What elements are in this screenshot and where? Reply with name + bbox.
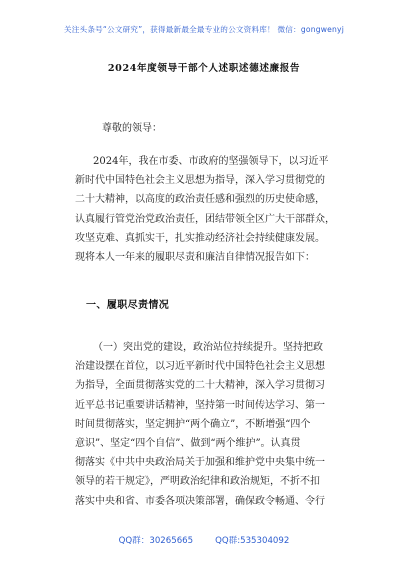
section1-line: 领导的若干规定》，严明政治纪律和政治规矩，不折不扣	[75, 476, 320, 488]
header-promo-banner: 关注头条号“公文研究”，获得最新最全最专业的公文资料库！ 微信：gongwenyj	[63, 25, 345, 34]
section1-line: 落实中央和省、市委各项决策部署，确保政令畅通、令行	[75, 495, 325, 507]
section1-line: 为指导，全面贯彻落实党的二十大精神，深入学习贯彻习	[75, 380, 325, 392]
intro-line: 2024年，我在市委、市政府的坚强领导下，以习近平	[93, 156, 329, 167]
section1-line: 彻落实《中共中央政治局关于加强和维护党中央集中统一	[75, 457, 325, 469]
section1-line: 治建设摆在首位，以习近平新时代中国特色社会主义思想	[75, 361, 325, 373]
intro-paragraph	[75, 152, 343, 267]
section1-line: 意识”、坚定“四个自信”、做到“两个维护”。认真贯	[75, 437, 301, 449]
section1-line: （一）突出党的建设，政治站位持续提升。坚持把政	[93, 342, 323, 353]
section1-line: 时间贯彻落实，坚定拥护“两个确立”，不断增强“四个	[75, 418, 311, 430]
intro-line: 现将本人一年来的履职尽责和廉洁自律情况报告如下：	[75, 251, 315, 263]
salutation: 尊敬的领导：	[102, 123, 162, 134]
intro-line: 新时代中国特色社会主义思想为指导，深入学习贯彻党的	[75, 175, 325, 187]
footer-contact	[0, 534, 408, 546]
intro-line: 认真履行管党治党政治责任，团结带领全区广大干部群众，	[75, 213, 335, 225]
footer-qq-group-1: QQ群：30265665	[118, 536, 194, 546]
intro-line: 攻坚克难、真抓实干，扎实推动经济社会持续健康发展。	[75, 232, 325, 244]
section1-line: 近平总书记重要讲话精神，坚持第一时间传达学习、第一	[75, 399, 325, 411]
section-heading: 一、履职尽责情况	[86, 300, 170, 311]
footer-qq-group-2: QQ群:535304092	[215, 536, 290, 546]
document-title: 2024年度领导干部个人述职述德述廉报告	[107, 63, 301, 74]
section1-paragraph	[75, 338, 343, 511]
intro-line: 二十大精神，以高度的政治责任感和强烈的历史使命感，	[75, 194, 325, 206]
